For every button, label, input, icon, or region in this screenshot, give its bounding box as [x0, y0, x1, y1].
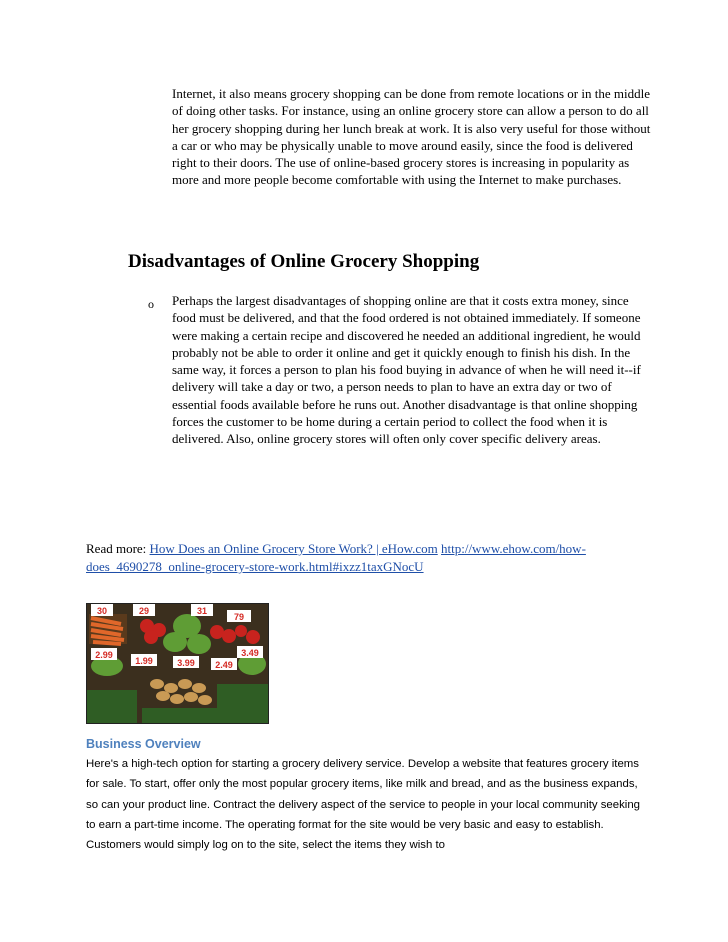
price-sign: 3.49 — [241, 648, 259, 658]
carrots — [89, 614, 127, 644]
read-more-label: Read more: — [86, 541, 150, 556]
ehow-url-link[interactable]: http://www.ehow.com/how-does_4690278_online-grocery-store-work.html#ixzz1taxGNocU — [86, 541, 586, 574]
price-sign: 29 — [138, 606, 150, 616]
price-sign: 2.49 — [215, 660, 233, 670]
price-sign: 3.99 — [177, 658, 195, 668]
read-more-line — [86, 540, 646, 576]
intro-paragraph: Internet, it also means grocery shopping can be done from remote locations or in the middle of doing other tasks. For instance, using an online grocery store can allow a person to do all her grocery shopping during her lunch break at work. It is also very useful for those without a car or who may be physically unable to move around easily, since the food is delivered right to their doors. The use of online-based grocery stores is increasing in popularity as more and more people become comfortable with using the Internet to make purchases. — [172, 86, 651, 188]
produce-photo-illustration — [87, 604, 268, 723]
price-sign: 31 — [196, 606, 208, 616]
produce-market-photo — [86, 603, 269, 724]
price-sign: 1.99 — [135, 656, 153, 666]
disadvantages-heading: Disadvantages of Online Grocery Shopping — [128, 251, 480, 272]
price-sign: 2.99 — [95, 650, 113, 660]
price-sign: 30 — [96, 606, 108, 616]
business-overview-title: Business Overview — [86, 737, 201, 751]
ehow-article-link[interactable]: How Does an Online Grocery Store Work? | eHow.com — [149, 541, 438, 556]
business-overview-paragraph: Here's a high-tech option for starting a grocery delivery service. Develop a website that features grocery items for sale. To start, offer only the most popular grocery items, like milk and bread, and as the business expands, so can your product line. Contract the delivery aspect of the service to people in your local community seeking to earn a part-time income. The operating format for the site would be very basic and easy to establish. Customers would simply log on to the site, select the items they wish to — [86, 758, 640, 852]
price-sign: 79 — [233, 612, 245, 622]
bullet-marker: o — [148, 297, 154, 311]
disadvantages-paragraph: Perhaps the largest disadvantages of shopping online are that it costs extra money, since food must be delivered, and that the food ordered is not obtained immediately. If someone were making a certain recipe and discovered he needed an additional ingredient, he would probably not be able to order it online and get it quickly enough to finish his dish. In the same way, it forces a person to plan his food buying in advance of when he will need it--if delivery will take a day or two, a person needs to plan to have an extra day or two of essential foods available before he runs out. Another disadvantage is that online shopping forces the customer to be home during a certain period to collect the food when it is delivered. Also, online grocery stores will often only cover specific delivery areas. — [172, 293, 641, 447]
